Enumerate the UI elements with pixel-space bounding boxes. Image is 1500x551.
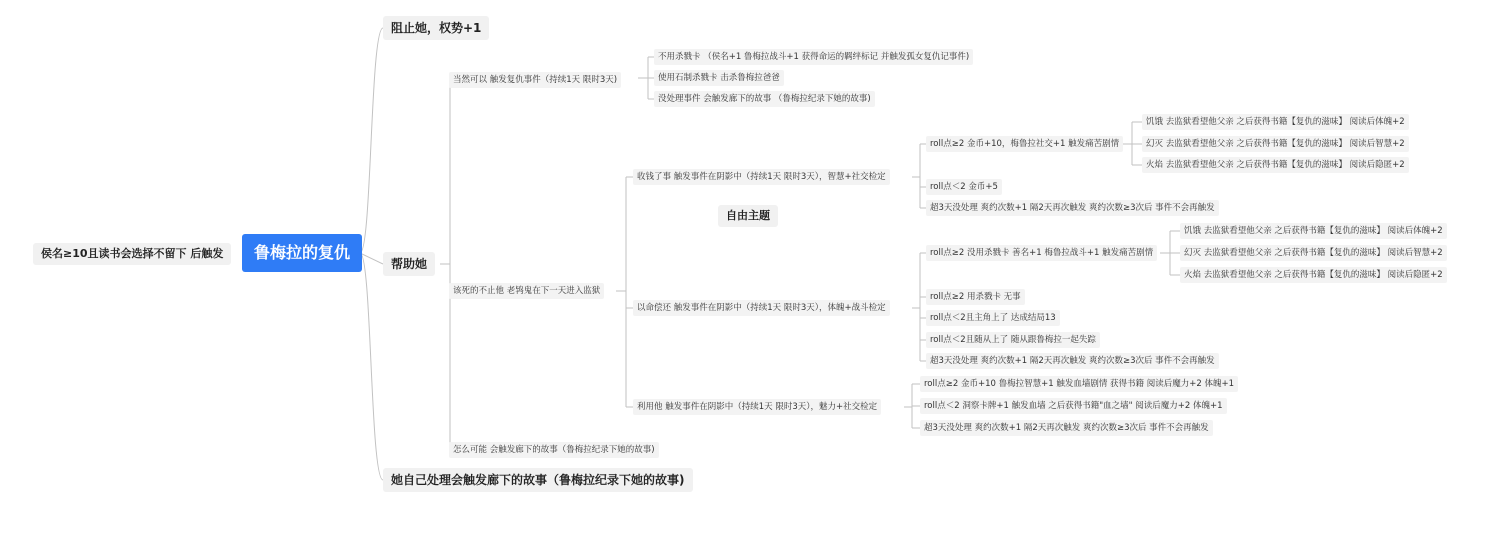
branch-she-handles-it[interactable]: 她自己处理会触发廊下的故事（鲁梅拉纪录下她的故事) — [383, 468, 693, 492]
option-no-kill-card[interactable]: 不用杀戮卡 （侯名+1 鲁梅拉战斗+1 获得命运的羁绊标记 并触发孤女复仇记事件) — [654, 49, 973, 65]
life-book-flame[interactable]: 火焰 去监狱看望他父亲 之后获得书籍【复仇的滋味】 阅读后隐匿+2 — [1180, 267, 1447, 283]
branch-stop-her[interactable]: 阻止她，权势+1 — [383, 16, 489, 40]
life-roll-kill-card[interactable]: roll点≥2 用杀戮卡 无事 — [926, 289, 1025, 305]
use-timeout[interactable]: 超3天没处理 爽约次数+1 隔2天再次触发 爽约次数≥3次后 事件不会再触发 — [920, 420, 1213, 436]
life-book-hunger[interactable]: 饥饿 去监狱看望他父亲 之后获得书籍【复仇的滋味】 阅读后体魄+2 — [1180, 223, 1447, 239]
free-topic[interactable]: 自由主题 — [718, 205, 778, 227]
money-book-flame[interactable]: 火焰 去监狱看望他父亲 之后获得书籍【复仇的滋味】 阅读后隐匿+2 — [1142, 157, 1409, 173]
use-roll-success[interactable]: roll点≥2 金币+10 鲁梅拉智慧+1 触发血墙剧情 获得书籍 阅读后魔力+2 体魄+1 — [920, 376, 1238, 392]
branch-help-her[interactable]: 帮助她 — [383, 252, 435, 276]
money-book-disillusion[interactable]: 幻灭 去监狱看望他父亲 之后获得书籍【复仇的滋味】 阅读后智慧+2 — [1142, 136, 1409, 152]
help-option-not-only-him[interactable]: 该死的不止他 老鸨鬼在下一天进入监狱 — [449, 283, 604, 299]
prison-use-him[interactable]: 利用他 触发事件在阴影中（持续1天 限时3天），魅力+社交检定 — [633, 399, 881, 415]
help-option-of-course[interactable]: 当然可以 触发复仇事件（持续1天 限时3天) — [449, 72, 621, 88]
root-topic[interactable]: 鲁梅拉的复仇 — [242, 234, 362, 272]
life-roll-fail-follower[interactable]: roll点＜2且随从上了 随从跟鲁梅拉一起失踪 — [926, 332, 1100, 348]
life-roll-no-kill-card[interactable]: roll点≥2 没用杀戮卡 善名+1 梅鲁拉战斗+1 触发痛苦剧情 — [926, 245, 1157, 261]
left-condition-node[interactable]: 侯名≥10且读书会选择不留下 后触发 — [33, 243, 231, 265]
use-roll-fail[interactable]: roll点＜2 洞察卡牌+1 触发血墙 之后获得书籍"血之墙" 阅读后魔力+2 体魄+1 — [920, 398, 1227, 414]
money-timeout[interactable]: 超3天没处理 爽约次数+1 隔2天再次触发 爽约次数≥3次后 事件不会再触发 — [926, 200, 1219, 216]
prison-take-money[interactable]: 收钱了事 触发事件在阴影中（持续1天 限时3天），智慧+社交检定 — [633, 169, 890, 185]
life-book-disillusion[interactable]: 幻灭 去监狱看望他父亲 之后获得书籍【复仇的滋味】 阅读后智慧+2 — [1180, 245, 1447, 261]
money-book-hunger[interactable]: 饥饿 去监狱看望他父亲 之后获得书籍【复仇的滋味】 阅读后体魄+2 — [1142, 114, 1409, 130]
help-option-how-possible[interactable]: 怎么可能 会触发廊下的故事（鲁梅拉纪录下她的故事) — [449, 442, 659, 458]
money-roll-success[interactable]: roll点≥2 金币+10，梅鲁拉社交+1 触发痛苦剧情 — [926, 136, 1123, 152]
prison-pay-with-life[interactable]: 以命偿还 触发事件在阴影中（持续1天 限时3天），体魄+战斗检定 — [633, 300, 890, 316]
life-roll-fail-protagonist[interactable]: roll点＜2且主角上了 达成结局13 — [926, 310, 1060, 326]
option-stone-kill-card[interactable]: 使用石制杀戮卡 击杀鲁梅拉爸爸 — [654, 70, 784, 86]
life-timeout[interactable]: 超3天没处理 爽约次数+1 隔2天再次触发 爽约次数≥3次后 事件不会再触发 — [926, 353, 1219, 369]
option-not-handled[interactable]: 没处理事件 会触发廊下的故事 （鲁梅拉纪录下她的故事) — [654, 91, 875, 107]
money-roll-fail[interactable]: roll点＜2 金币+5 — [926, 179, 1002, 195]
